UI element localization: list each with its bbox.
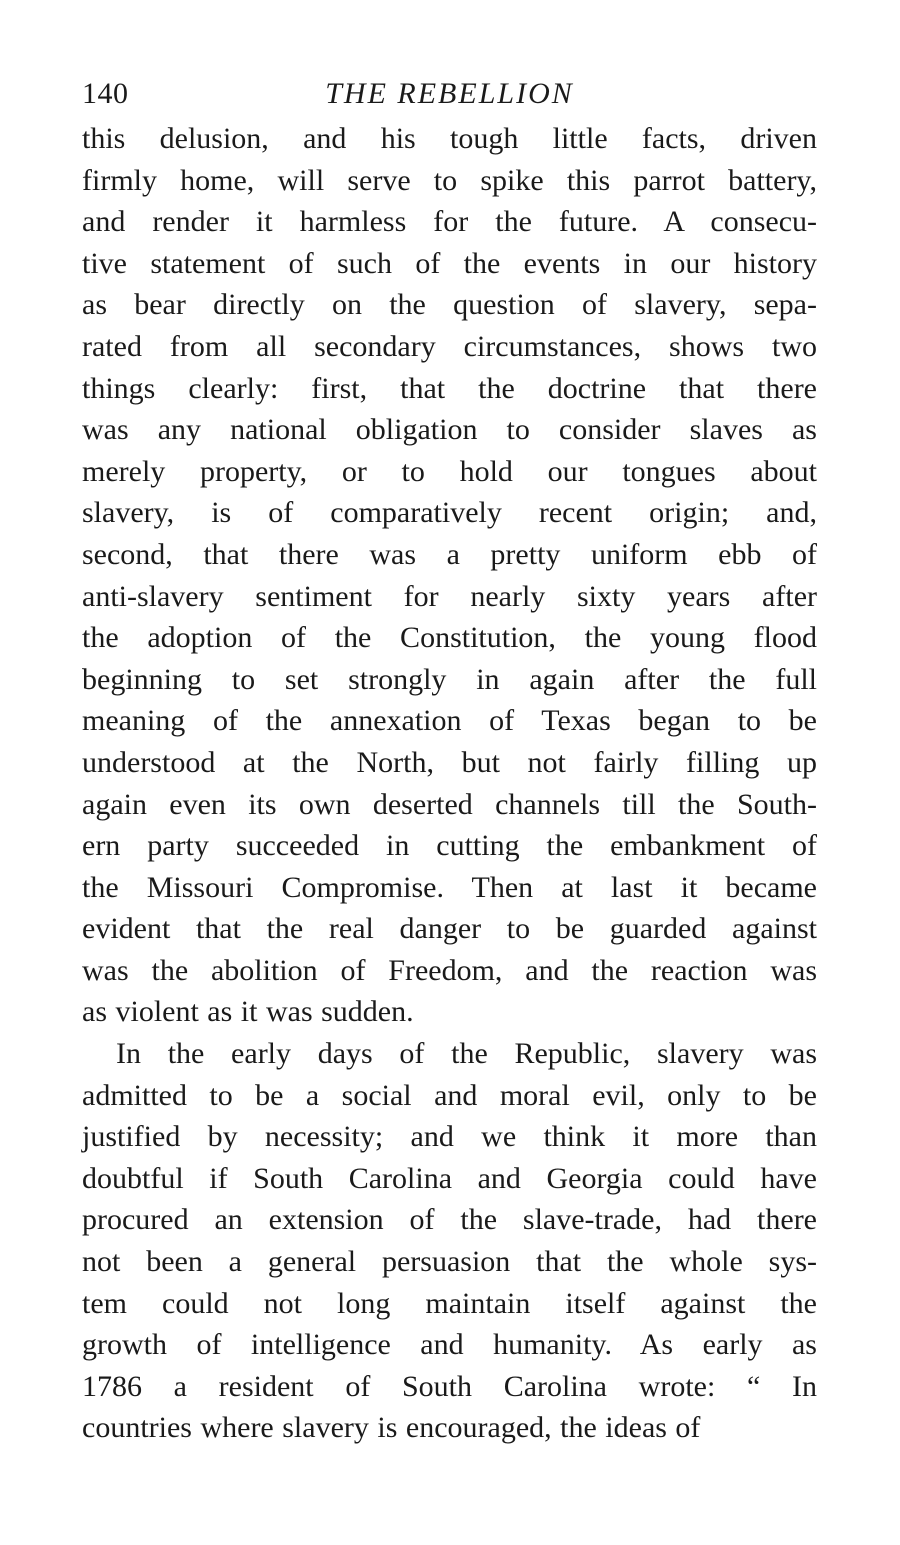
text-line: beginning to set strongly in again after the full	[82, 662, 817, 696]
text-line: tive statement of such of the events in our history	[82, 246, 817, 280]
text-line: not been a general persuasion that the whole sys-	[82, 1245, 817, 1279]
text-line: In the early days of the Republic, slavery was	[116, 1037, 817, 1071]
text-line: ern party succeeded in cutting the embankment of	[82, 829, 817, 863]
running-head	[82, 70, 817, 118]
text-line: second, that there was a pretty uniform ebb of	[82, 537, 817, 571]
page-number: 140	[82, 77, 129, 110]
text-line: this delusion, and his tough little facts, driven	[82, 122, 817, 155]
text-line: 1786 a resident of South Carolina wrote: “ In	[82, 1369, 817, 1403]
text-line: procured an extension of the slave-trade, had there	[82, 1203, 817, 1237]
text-line: anti-slavery sentiment for nearly sixty years after	[82, 579, 817, 613]
paragraph	[82, 1033, 817, 1449]
book-page	[82, 70, 817, 1449]
text-line: evident that the real danger to be guarded against	[82, 912, 817, 946]
text-line: understood at the North, but not fairly filling up	[82, 745, 817, 779]
text-line: doubtful if South Carolina and Georgia could have	[82, 1161, 817, 1195]
text-line: admitted to be a social and moral evil, only to be	[82, 1078, 817, 1112]
text-line: firmly home, will serve to spike this parrot battery,	[82, 163, 817, 197]
text-line: was any national obligation to consider slaves as	[82, 413, 817, 447]
text-line: slavery, is of comparatively recent origin; and,	[82, 496, 817, 530]
text-line: merely property, or to hold our tongues about	[82, 454, 817, 488]
text-line: growth of intelligence and humanity. As early as	[82, 1328, 817, 1362]
text-line: was the abolition of Freedom, and the reaction was	[82, 953, 817, 987]
text-line: as violent as it was sudden.	[82, 995, 414, 1029]
text-line: tem could not long maintain itself against the	[82, 1286, 817, 1320]
text-line: meaning of the annexation of Texas began to be	[82, 704, 817, 738]
text-line: as bear directly on the question of slavery, sepa-	[82, 288, 817, 322]
text-line: again even its own deserted channels till the South-	[82, 787, 817, 821]
text-line: rated from all secondary circumstances, shows two	[82, 329, 817, 363]
text-line: justified by necessity; and we think it more than	[82, 1120, 817, 1154]
text-line: countries where slavery is encouraged, the ideas of	[82, 1411, 701, 1445]
text-line: the Missouri Compromise. Then at last it became	[82, 870, 817, 904]
text-line: and render it harmless for the future. A consecu-	[82, 205, 817, 239]
text-line: the adoption of the Constitution, the young flood	[82, 621, 817, 655]
running-title: THE REBELLION	[325, 77, 574, 110]
text-line: things clearly: first, that the doctrine that there	[82, 371, 817, 405]
body-text	[82, 118, 817, 1449]
paragraph	[82, 118, 817, 1033]
